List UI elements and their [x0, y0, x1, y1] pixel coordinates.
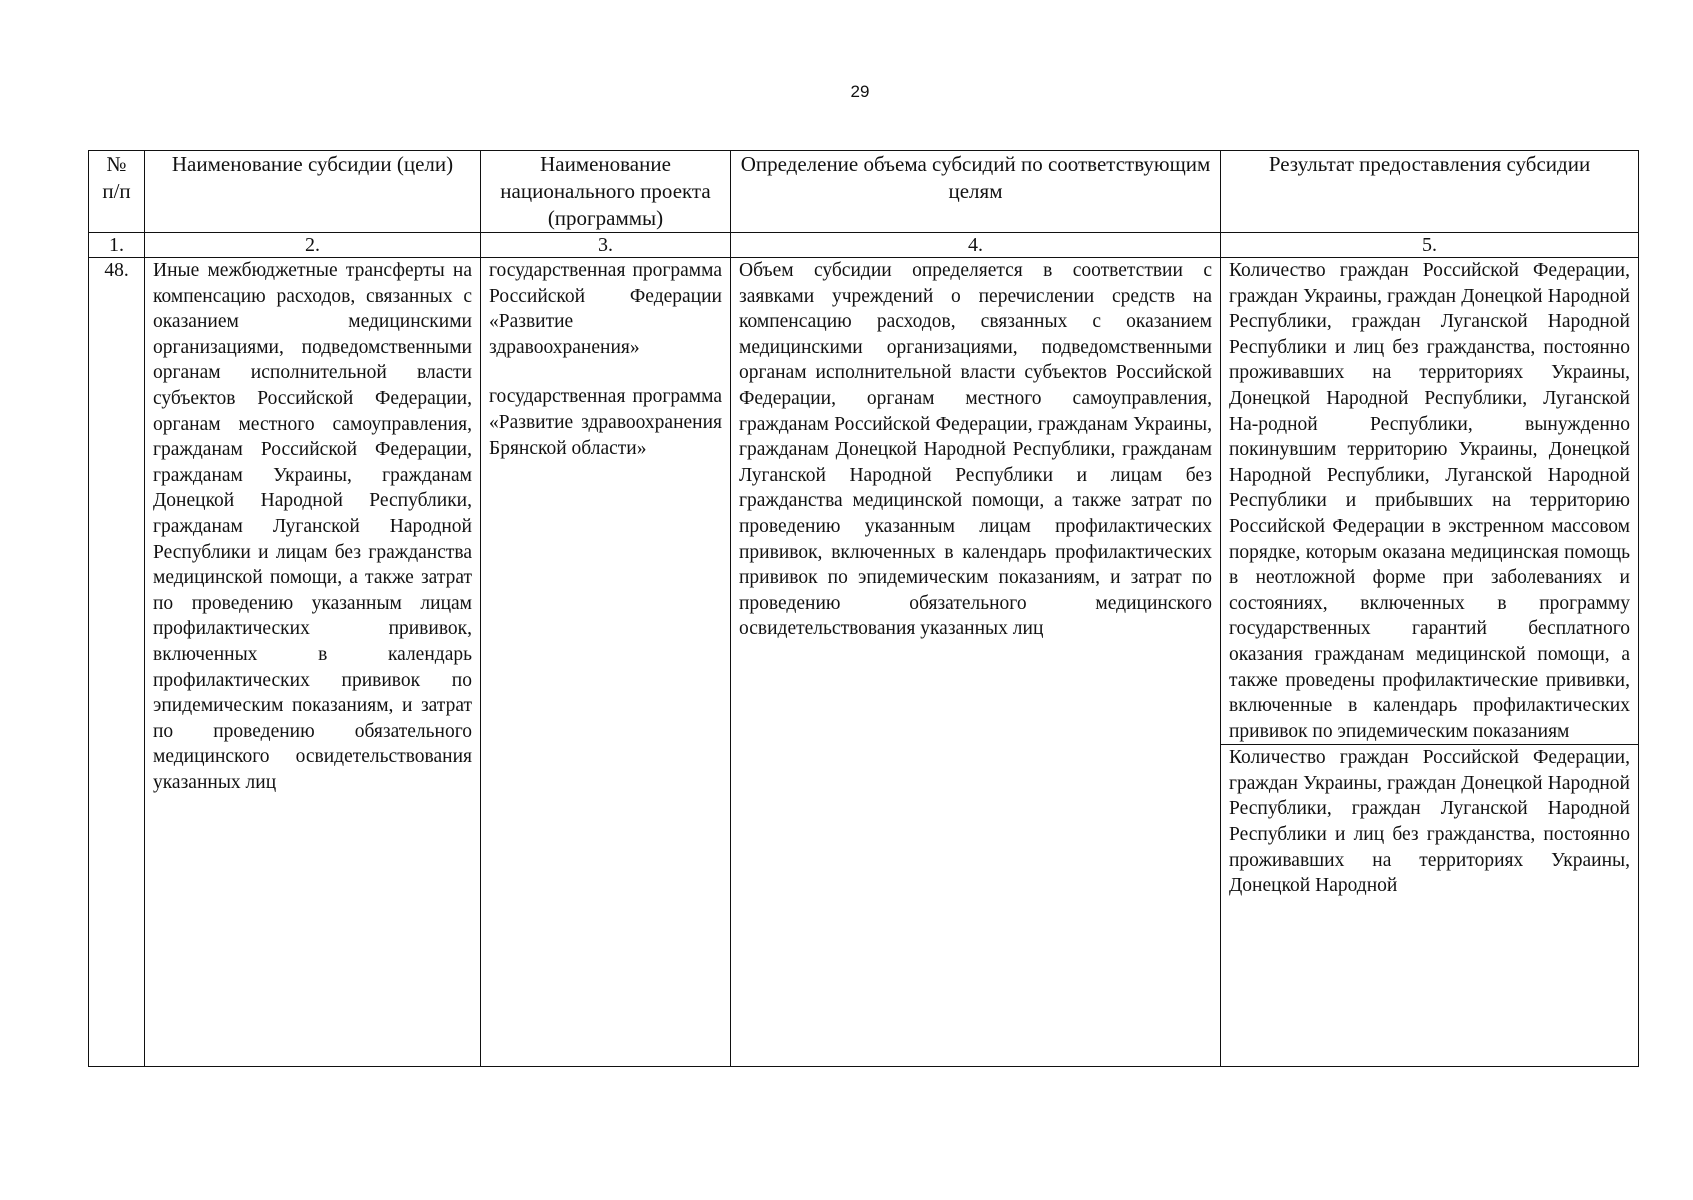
- column-number: 3.: [481, 233, 731, 258]
- header-result: Результат предоставления субсидии: [1221, 151, 1639, 233]
- header-volume-definition: Определение объема субсидий по соответствующим целям: [731, 151, 1221, 233]
- subsidy-name-cell: Иные межбюджетные трансферты на компенсацию расходов, связанных с оказанием медицинскими организациями, подведомственными органам исполнительной власти субъектов Российской Федерации, органам местного самоуправления, гражданам Российской Федерации, гражданам Украины, гражданам Донецкой Народной Республики, гражданам Луганской Народной Республики и лицам без гражданства медицинской помощи, а также затрат по проведению указанным лицам профилактических прививок, включенных в календарь профилактических прививок по эпидемическим показаниям, и затрат по проведению обязательного медицинского освидетельствования указанных лиц: [145, 258, 481, 1067]
- result-item-2: Количество граждан Российской Федерации, граждан Украины, граждан Донецкой Народной Республики, граждан Луганской Народной Республики и лиц без гражданства, постоянно проживавших на территориях Украины, Донецкой Народной: [1229, 747, 1630, 897]
- result-cell: [1221, 258, 1639, 1067]
- column-number: 1.: [89, 233, 145, 258]
- column-number: 4.: [731, 233, 1221, 258]
- page-number: 29: [850, 82, 870, 101]
- column-number-row: [89, 233, 1639, 258]
- header-number: № п/п: [89, 151, 145, 233]
- program-federal: государственная программа Российской Федерации «Развитие здравоохранения»: [489, 260, 722, 358]
- header-national-project: Наименование национального проекта (программы): [481, 151, 731, 233]
- program-gap: [489, 360, 722, 384]
- program-regional: государственная программа «Развитие здравоохранения Брянской области»: [489, 386, 722, 459]
- table-header-row: [89, 151, 1639, 233]
- column-number: 5.: [1221, 233, 1639, 258]
- result-item-1: Количество граждан Российской Федерации, граждан Украины, граждан Донецкой Народной Республики, граждан Луганской Народной Республики и лиц без гражданства, постоянно проживавших на территориях Украины, Донецкой Народной Республики, Луганской На-родной Республики, вынужденно покинувшим территорию Украины, Донецкой Народной Республики, Луганской Народной Республики и прибывших на территорию Российской Федерации в экстренном массовом порядке, которым оказана медицинская помощь в неотложной форме при заболеваниях и состояниях, включенных в программу государственных гарантий бесплатного оказания гражданам медицинской помощи, а также проведены профилактические прививки, включенные в календарь профилактических прививок по эпидемическим показаниям: [1221, 258, 1638, 745]
- column-number: 2.: [145, 233, 481, 258]
- table-row: [89, 258, 1639, 1067]
- volume-definition-cell: Объем субсидии определяется в соответствии с заявками учреждений о перечислении средств на компенсацию расходов, связанных с оказанием медицинскими организациями, подведомственными органам исполнительной власти субъектов Российской Федерации, органам местного самоуправления, гражданам Российской Федерации, гражданам Украины, гражданам Донецкой Народной Республики, гражданам Луганской Народной Республики и лицам без гражданства медицинской помощи, а также затрат по проведению указанным лицам профилактических прививок, включенных в календарь профилактических прививок по эпидемическим показаниям, и затрат по проведению обязательного медицинского освидетельствования указанных лиц: [731, 258, 1221, 1067]
- row-number: 48.: [89, 258, 145, 1067]
- subsidy-table: [88, 150, 1639, 1067]
- national-project-cell: [481, 258, 731, 1067]
- header-subsidy-name: Наименование субсидии (цели): [145, 151, 481, 233]
